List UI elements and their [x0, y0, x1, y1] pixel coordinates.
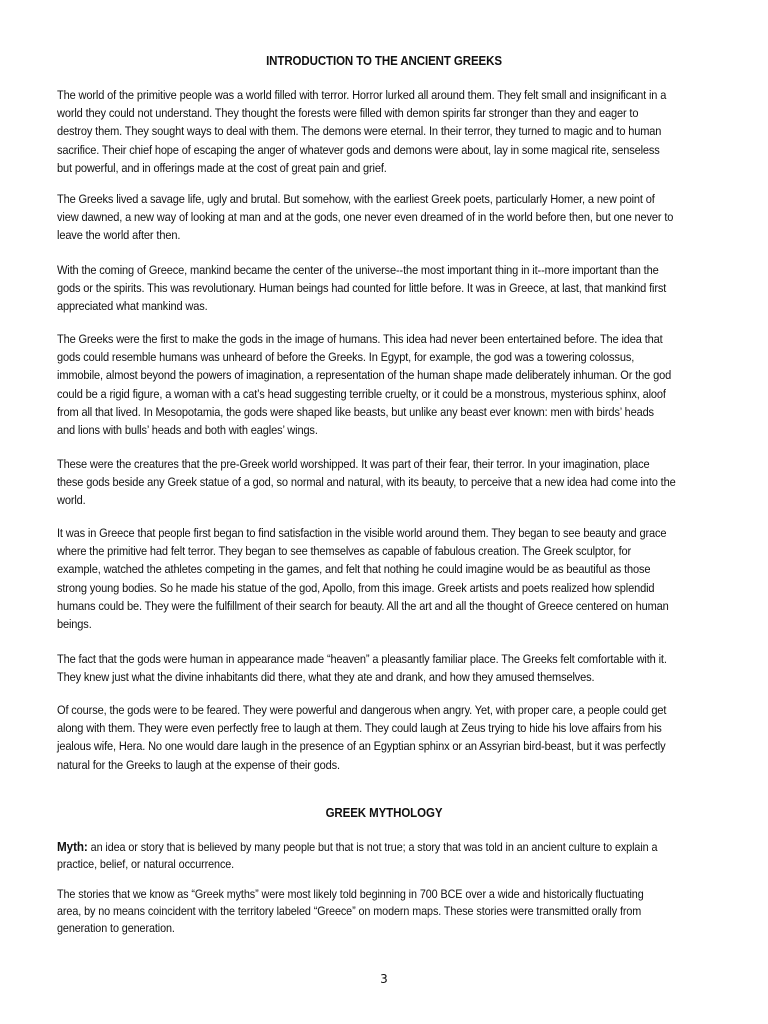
- text-line: destroy them. They sought ways to deal with them. The demons were eternal. In their terror, they turned to magic and to human: [57, 124, 662, 139]
- text-line: These were the creatures that the pre-Greek world worshipped. It was part of their fear, their terror. In your imagination, place: [57, 457, 650, 471]
- page-title: INTRODUCTION TO THE ANCIENT GREEKS: [266, 54, 502, 68]
- intro-paragraph-8: [57, 701, 709, 774]
- page-number: 3: [380, 972, 388, 986]
- text-line: generation to generation.: [57, 921, 175, 936]
- text-line: The world of the primitive people was a world filled with terror. Horror lurked all around them. They felt small and insignificant in a: [57, 88, 667, 102]
- text-line: view dawned, a new way of looking at man and at the gods, one never even dreamed of in the world before then, but one never to: [57, 210, 674, 225]
- text-line: gods or the spirits. This was revolutionary. Human beings had counted for little before. It was in Greece, at last, that mankind first: [57, 281, 667, 296]
- intro-paragraph-6: [57, 524, 709, 633]
- text-line: where the primitive had felt terror. They began to see themselves as capable of fabulous creation. The Greek sculptor, for: [57, 544, 632, 559]
- text-line: They knew just what the divine inhabitants did there, what they ate and drank, and how they amused themselves.: [57, 670, 595, 685]
- text-line: world they could not understand. They thought the forests were filled with demon spirits far stronger than they and eager to: [57, 106, 639, 121]
- text-line: area, by no means coincident with the territory labeled “Greece” on modern maps. These stories were transmitted orally from: [57, 904, 642, 919]
- text-line: humans could be. They were the fulfillment of their search for beauty. All the art and all the thought of Greece centered on human: [57, 598, 669, 613]
- text-line: world.: [57, 493, 86, 508]
- text-line: example, watched the athletes competing in the games, and felt that nothing he could imagine would be as beautiful as those: [57, 562, 651, 577]
- text-line: from all that lived. In Mesopotamia, the gods were shaped like beasts, but unlike any beast ever known: men with birds’ heads: [57, 404, 654, 419]
- intro-paragraph-3: [57, 261, 709, 316]
- intro-paragraph-5: [57, 455, 709, 510]
- text-line: immobile, almost beyond the powers of imagination, a representation of the human shape made deliberately inhuman. Or the god: [57, 368, 672, 383]
- text-line: sacrifice. Their chief hope of escaping the anger of whatever gods and demons were about, lay in some magical rite, senseless: [57, 142, 660, 157]
- text-line: The Greeks were the first to make the gods in the image of humans. This idea had never been entertained before. The idea that: [57, 332, 663, 346]
- text-line: along with them. They were even perfectly free to laugh at them. They could laugh at Zeus trying to hide his love affairs from his: [57, 721, 662, 736]
- text-line: natural for the Greeks to laugh at the expense of their gods.: [57, 757, 340, 772]
- text-line: The stories that we know as “Greek myths” were most likely told beginning in 700 BCE over a wide and historically fluctuating: [57, 887, 644, 901]
- text-line: The Greeks lived a savage life, ugly and brutal. But somehow, with the earliest Greek poets, particularly Homer, a new point of: [57, 192, 655, 206]
- text-line: these gods beside any Greek statue of a god, so normal and natural, with its beauty, to perceive that a new idea had come into the: [57, 475, 676, 490]
- definition-term: Myth:: [57, 839, 88, 854]
- intro-paragraph-2: [57, 190, 709, 245]
- myth-paragraph: [57, 886, 707, 938]
- intro-paragraph-1: [57, 86, 709, 177]
- intro-paragraph-7: [57, 650, 709, 686]
- intro-paragraph-4: [57, 330, 709, 439]
- text-line: appreciated what mankind was.: [57, 299, 208, 314]
- text-line: leave the world after then.: [57, 228, 181, 243]
- text-line: jealous wife, Hera. No one would dare laugh in the presence of an Egyptian sphinx or an Assyrian bird-beast, but it was perfectly: [57, 739, 666, 754]
- text-line: gods could resemble humans was unheard of before the Greeks. In Egypt, for example, the god was a towering colossus,: [57, 350, 635, 365]
- myth-definition: [57, 838, 707, 873]
- text-line: The fact that the gods were human in appearance made “heaven” a pleasantly familiar place. The Greeks felt comfortable with it.: [57, 652, 667, 666]
- text-line: beings.: [57, 617, 92, 632]
- text-line: and lions with bulls’ heads and both with eagles’ wings.: [57, 423, 318, 438]
- text-line: With the coming of Greece, mankind became the center of the universe--the most important thing in it--more important than the: [57, 263, 659, 277]
- text-line: practice, belief, or natural occurrence.: [57, 857, 235, 872]
- text-line: It was in Greece that people first began to find satisfaction in the visible world around them. They began to see beauty and grace: [57, 526, 667, 540]
- text-line: strong young bodies. So he made his statue of the god, Apollo, from this image. Greek artists and poets realized how splendid: [57, 580, 655, 595]
- text-line: Of course, the gods were to be feared. They were powerful and dangerous when angry. Yet, with proper care, a people could get: [57, 703, 667, 717]
- text-line: [57, 838, 707, 856]
- definition-text: an idea or story that is believed by many people but that is not true; a story that was told in an ancient culture to explain a: [87, 840, 658, 854]
- section-title: GREEK MYTHOLOGY: [325, 806, 443, 820]
- text-line: but powerful, and in offerings made at the cost of great pain and grief.: [57, 160, 387, 175]
- text-line: could be a rigid figure, a woman with a cat’s head suggesting terrible cruelty, or it could be a monstrous, mysterious sphinx, aloof: [57, 386, 666, 401]
